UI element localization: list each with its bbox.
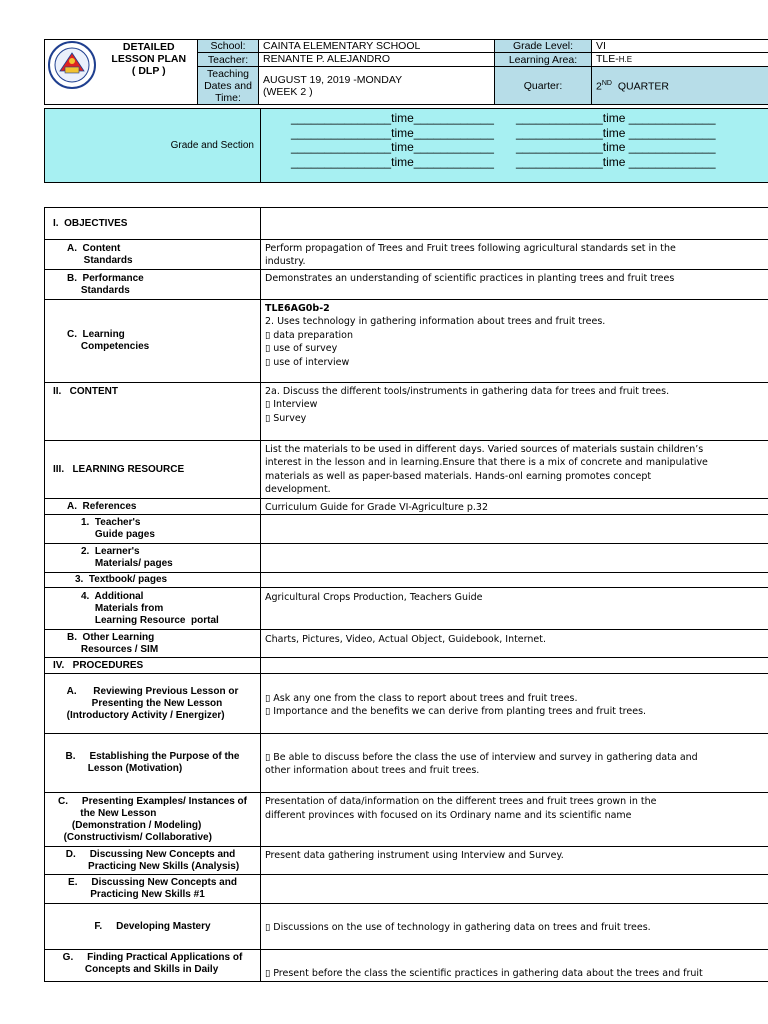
- row-label: [45, 847, 261, 875]
- row-content-line: Presentation of data/information on the different trees and fruit trees grown in the: [265, 796, 657, 808]
- time-slot-row: [291, 155, 768, 170]
- school-label: School:: [198, 40, 259, 53]
- row-label-line: Concepts and Skills in Daily: [62, 964, 219, 976]
- time-slot: _____________time _____________: [516, 111, 716, 125]
- row-content-line: ▯ use of interview: [265, 356, 350, 368]
- row-label-line: II. CONTENT: [53, 386, 118, 397]
- table-row: [45, 208, 768, 240]
- time-slot: _______________time____________: [291, 125, 494, 140]
- row-content-line: ▯ use of survey: [265, 343, 338, 355]
- row-label-line: Presenting the New Lesson: [66, 697, 223, 709]
- row-label-line: Materials from: [81, 602, 164, 614]
- row-label: [45, 793, 261, 847]
- row-label-line: D. Discussing New Concepts and: [65, 848, 236, 860]
- row-label-line: 4. Additional: [81, 590, 144, 602]
- row-label: [45, 674, 261, 734]
- row-label-line: F. Developing Mastery: [94, 920, 211, 932]
- row-label-line: Standards: [67, 254, 133, 266]
- table-row: [45, 674, 768, 734]
- row-label-line: B. Other Learning: [67, 631, 155, 643]
- row-label-line: (Demonstration / Modeling): [58, 819, 202, 831]
- time-slot: _______________time____________: [291, 154, 494, 169]
- table-row: [45, 875, 768, 904]
- row-label: [45, 734, 261, 793]
- table-row: [45, 630, 768, 658]
- time-slot: _____________time _____________: [516, 125, 716, 140]
- school-value: CAINTA ELEMENTARY SCHOOL: [259, 40, 495, 53]
- row-label-line: I. OBJECTIVES: [53, 217, 128, 229]
- dates-label-line: Teaching: [206, 67, 250, 80]
- table-row: [45, 544, 768, 573]
- row-label: [45, 630, 261, 658]
- row-content-line: different provinces with focused on its Ordinary name and its scientific name: [265, 809, 632, 821]
- table-row: [45, 793, 768, 847]
- row-content: [261, 588, 768, 630]
- row-label-line: G. Finding Practical Applications of: [62, 952, 243, 964]
- grade-section-label-line: and: [201, 140, 218, 151]
- row-label: [45, 383, 261, 441]
- row-label: [45, 588, 261, 630]
- table-row: [45, 383, 768, 441]
- quarter-value: [592, 67, 768, 105]
- row-content-line: ▯ Present before the class the scientific practices in gathering data about the trees and fruit: [265, 968, 703, 980]
- row-content: [261, 499, 768, 515]
- row-label-line: B. Performance: [67, 272, 144, 284]
- row-content-line: 2. Uses technology in gathering information about trees and fruit trees.: [265, 316, 606, 328]
- table-row: [45, 240, 768, 270]
- row-label: [45, 875, 261, 904]
- dlp-title-line-2: LESSON PLAN: [111, 53, 187, 65]
- quarter-num: 2: [596, 80, 602, 93]
- row-content-line: ▯ Ask any one from the class to report about trees and fruit trees.: [265, 692, 578, 704]
- grade-section-slots: [261, 109, 768, 183]
- row-label-line: Resources / SIM: [67, 643, 159, 655]
- dlp-title-line-1: DETAILED: [122, 41, 175, 53]
- dates-value: [259, 67, 495, 105]
- teacher-value: RENANTE P. ALEJANDRO: [259, 53, 495, 67]
- row-label: [45, 515, 261, 544]
- row-label: [45, 544, 261, 573]
- row-label-line: 1. Teacher's: [81, 517, 141, 529]
- quarter-label: Quarter:: [495, 67, 592, 105]
- row-content-line: ▯ Survey: [265, 412, 307, 424]
- row-content-line: Perform propagation of Trees and Fruit trees following agricultural standards set in the: [265, 243, 676, 254]
- row-content: [261, 208, 768, 240]
- row-content: [261, 270, 768, 300]
- row-content: [261, 847, 768, 875]
- learning-area-main: TLE-: [596, 53, 619, 65]
- row-content-line: materials as well as paper-based materials. Hands-onl earning promotes concept: [265, 470, 652, 482]
- learning-area-label: Learning Area:: [495, 53, 592, 67]
- table-row: [45, 515, 768, 544]
- row-content: [261, 240, 768, 270]
- row-content-line: Present data gathering instrument using Interview and Survey.: [265, 850, 564, 862]
- dates-label-line: Time:: [215, 91, 241, 104]
- row-label: [45, 208, 261, 240]
- deped-seal-icon: [45, 40, 99, 96]
- row-label-line: A. References: [67, 500, 137, 512]
- row-label-line: Competencies: [67, 341, 150, 352]
- row-label-line: E. Discussing New Concepts and: [68, 877, 237, 889]
- row-label: [45, 904, 261, 950]
- dlp-title: [101, 40, 198, 105]
- dates-label: [198, 67, 259, 105]
- row-label: [45, 499, 261, 515]
- row-content-line: other information about trees and fruit trees.: [265, 765, 480, 777]
- table-row: [45, 734, 768, 793]
- row-label-line: B. Establishing the Purpose of the: [65, 751, 240, 763]
- row-content-line: Curriculum Guide for Grade VI-Agriculture p.32: [265, 502, 489, 513]
- row-label-line: A. Content: [67, 242, 121, 254]
- competency-code: TLE6AG0b-2: [265, 303, 330, 314]
- quarter-word: QUARTER: [617, 80, 669, 93]
- row-label-line: (Constructivism/ Collaborative): [58, 831, 212, 843]
- row-label-line: Practicing New Skills #1: [68, 889, 205, 901]
- row-content: [261, 515, 768, 544]
- row-label: [45, 658, 261, 674]
- row-content-line: ▯ Discussions on the use of technology in gathering data on trees and fruit trees.: [265, 922, 651, 934]
- row-label: [45, 441, 261, 499]
- row-content-line: industry.: [265, 256, 306, 268]
- time-slot: _____________time _____________: [516, 140, 716, 154]
- table-row: [45, 270, 768, 300]
- row-label-line: A. Reviewing Previous Lesson or: [66, 685, 239, 697]
- row-content-line: Charts, Pictures, Video, Actual Object, Guidebook, Internet.: [265, 634, 547, 646]
- row-label-line: Materials/ pages: [81, 558, 173, 570]
- time-slot: _____________time _____________: [516, 154, 716, 169]
- header-table: [44, 39, 768, 105]
- row-content: [261, 904, 768, 950]
- row-content-line: ▯ data preparation: [265, 329, 354, 341]
- learning-area-value: [592, 53, 768, 67]
- row-label-line: Learning Resource portal: [81, 614, 219, 626]
- time-slot-row: [291, 126, 768, 141]
- row-content-line: Agricultural Crops Production, Teachers Guide: [265, 592, 483, 604]
- row-content-line: Demonstrates an understanding of scientific practices in planting trees and fruit trees: [265, 273, 675, 284]
- row-content: [261, 950, 768, 982]
- quarter-sup: ND: [601, 80, 612, 88]
- row-label-line: the New Lesson: [58, 807, 157, 819]
- row-content: [261, 383, 768, 441]
- grade-section-label: [45, 109, 261, 183]
- table-row: [45, 588, 768, 630]
- row-content-line: 2a. Discuss the different tools/instruments in gathering data for trees and fruit trees.: [265, 386, 670, 397]
- row-label-line: IV. PROCEDURES: [53, 659, 144, 671]
- row-content-line: List the materials to be used in different days. Varied sources of materials sustain children’s: [265, 444, 704, 455]
- row-content: [261, 544, 768, 573]
- deped-logo-cell: [45, 40, 101, 105]
- time-slot: _______________time____________: [291, 140, 494, 154]
- row-content-line: ▯ Importance and the benefits we can derive from planting trees and fruit trees.: [265, 705, 647, 717]
- table-row: [45, 300, 768, 383]
- dates-label-line: Dates and: [204, 79, 252, 92]
- table-row: [45, 904, 768, 950]
- table-row: [45, 950, 768, 982]
- row-label-line: (Introductory Activity / Energizer): [66, 709, 225, 721]
- grade-level-label: Grade Level:: [495, 40, 592, 53]
- row-label-line: Lesson (Motivation): [65, 763, 183, 775]
- row-label-line: C. Presenting Examples/ Instances of: [58, 795, 247, 807]
- row-label: [45, 573, 261, 588]
- lesson-plan-table: [44, 207, 768, 982]
- time-slot-row: [291, 111, 768, 126]
- row-content-line: [265, 954, 764, 967]
- row-label-line: 2. Learner's: [81, 546, 140, 558]
- dates-value-line: (WEEK 2 ): [263, 85, 313, 98]
- time-slot: _______________time____________: [291, 111, 494, 125]
- time-slot-row: [291, 140, 768, 155]
- dates-value-line: AUGUST 19, 2019 -MONDAY: [263, 73, 403, 86]
- row-content: [261, 573, 768, 588]
- row-content: [261, 300, 768, 383]
- row-label-line: Practicing New Skills (Analysis): [65, 860, 240, 872]
- grade-level-value: VI: [592, 40, 768, 53]
- row-content: [261, 674, 768, 734]
- row-label-line: III. LEARNING RESOURCE: [53, 463, 185, 475]
- row-content-line: interest in the lesson and in learning.Ensure that there is a mix of concrete and manipulative: [265, 457, 708, 469]
- table-row: [45, 573, 768, 588]
- row-label: [45, 240, 261, 270]
- teacher-label: Teacher:: [198, 53, 259, 67]
- table-row: [45, 499, 768, 515]
- row-content: [261, 875, 768, 904]
- row-content: [261, 734, 768, 793]
- table-row: [45, 658, 768, 674]
- row-label-line: 3. Textbook/ pages: [75, 574, 168, 586]
- row-content-line: ▯ Interview: [265, 399, 318, 411]
- row-label: [45, 270, 261, 300]
- row-label-line: C. Learning: [67, 329, 125, 340]
- row-content-line: development.: [265, 484, 331, 496]
- table-row: [45, 441, 768, 499]
- grade-section-table: [44, 108, 768, 183]
- row-content: [261, 658, 768, 674]
- row-content: [261, 793, 768, 847]
- grade-section-label-line: Grade: [170, 140, 199, 151]
- row-label: [45, 950, 261, 982]
- grade-section-label-line: Section: [220, 140, 254, 151]
- row-label: [45, 300, 261, 383]
- dlp-title-line-3: ( DLP ): [131, 65, 166, 77]
- row-content: [261, 441, 768, 499]
- table-row: [45, 847, 768, 875]
- row-content-line: ▯ Be able to discuss before the class the use of interview and survey in gathering data and: [265, 752, 698, 763]
- learning-area-sub: H.E: [618, 55, 633, 64]
- row-label-line: Guide pages: [81, 529, 155, 541]
- row-content: [261, 630, 768, 658]
- row-label-line: Standards: [67, 284, 130, 296]
